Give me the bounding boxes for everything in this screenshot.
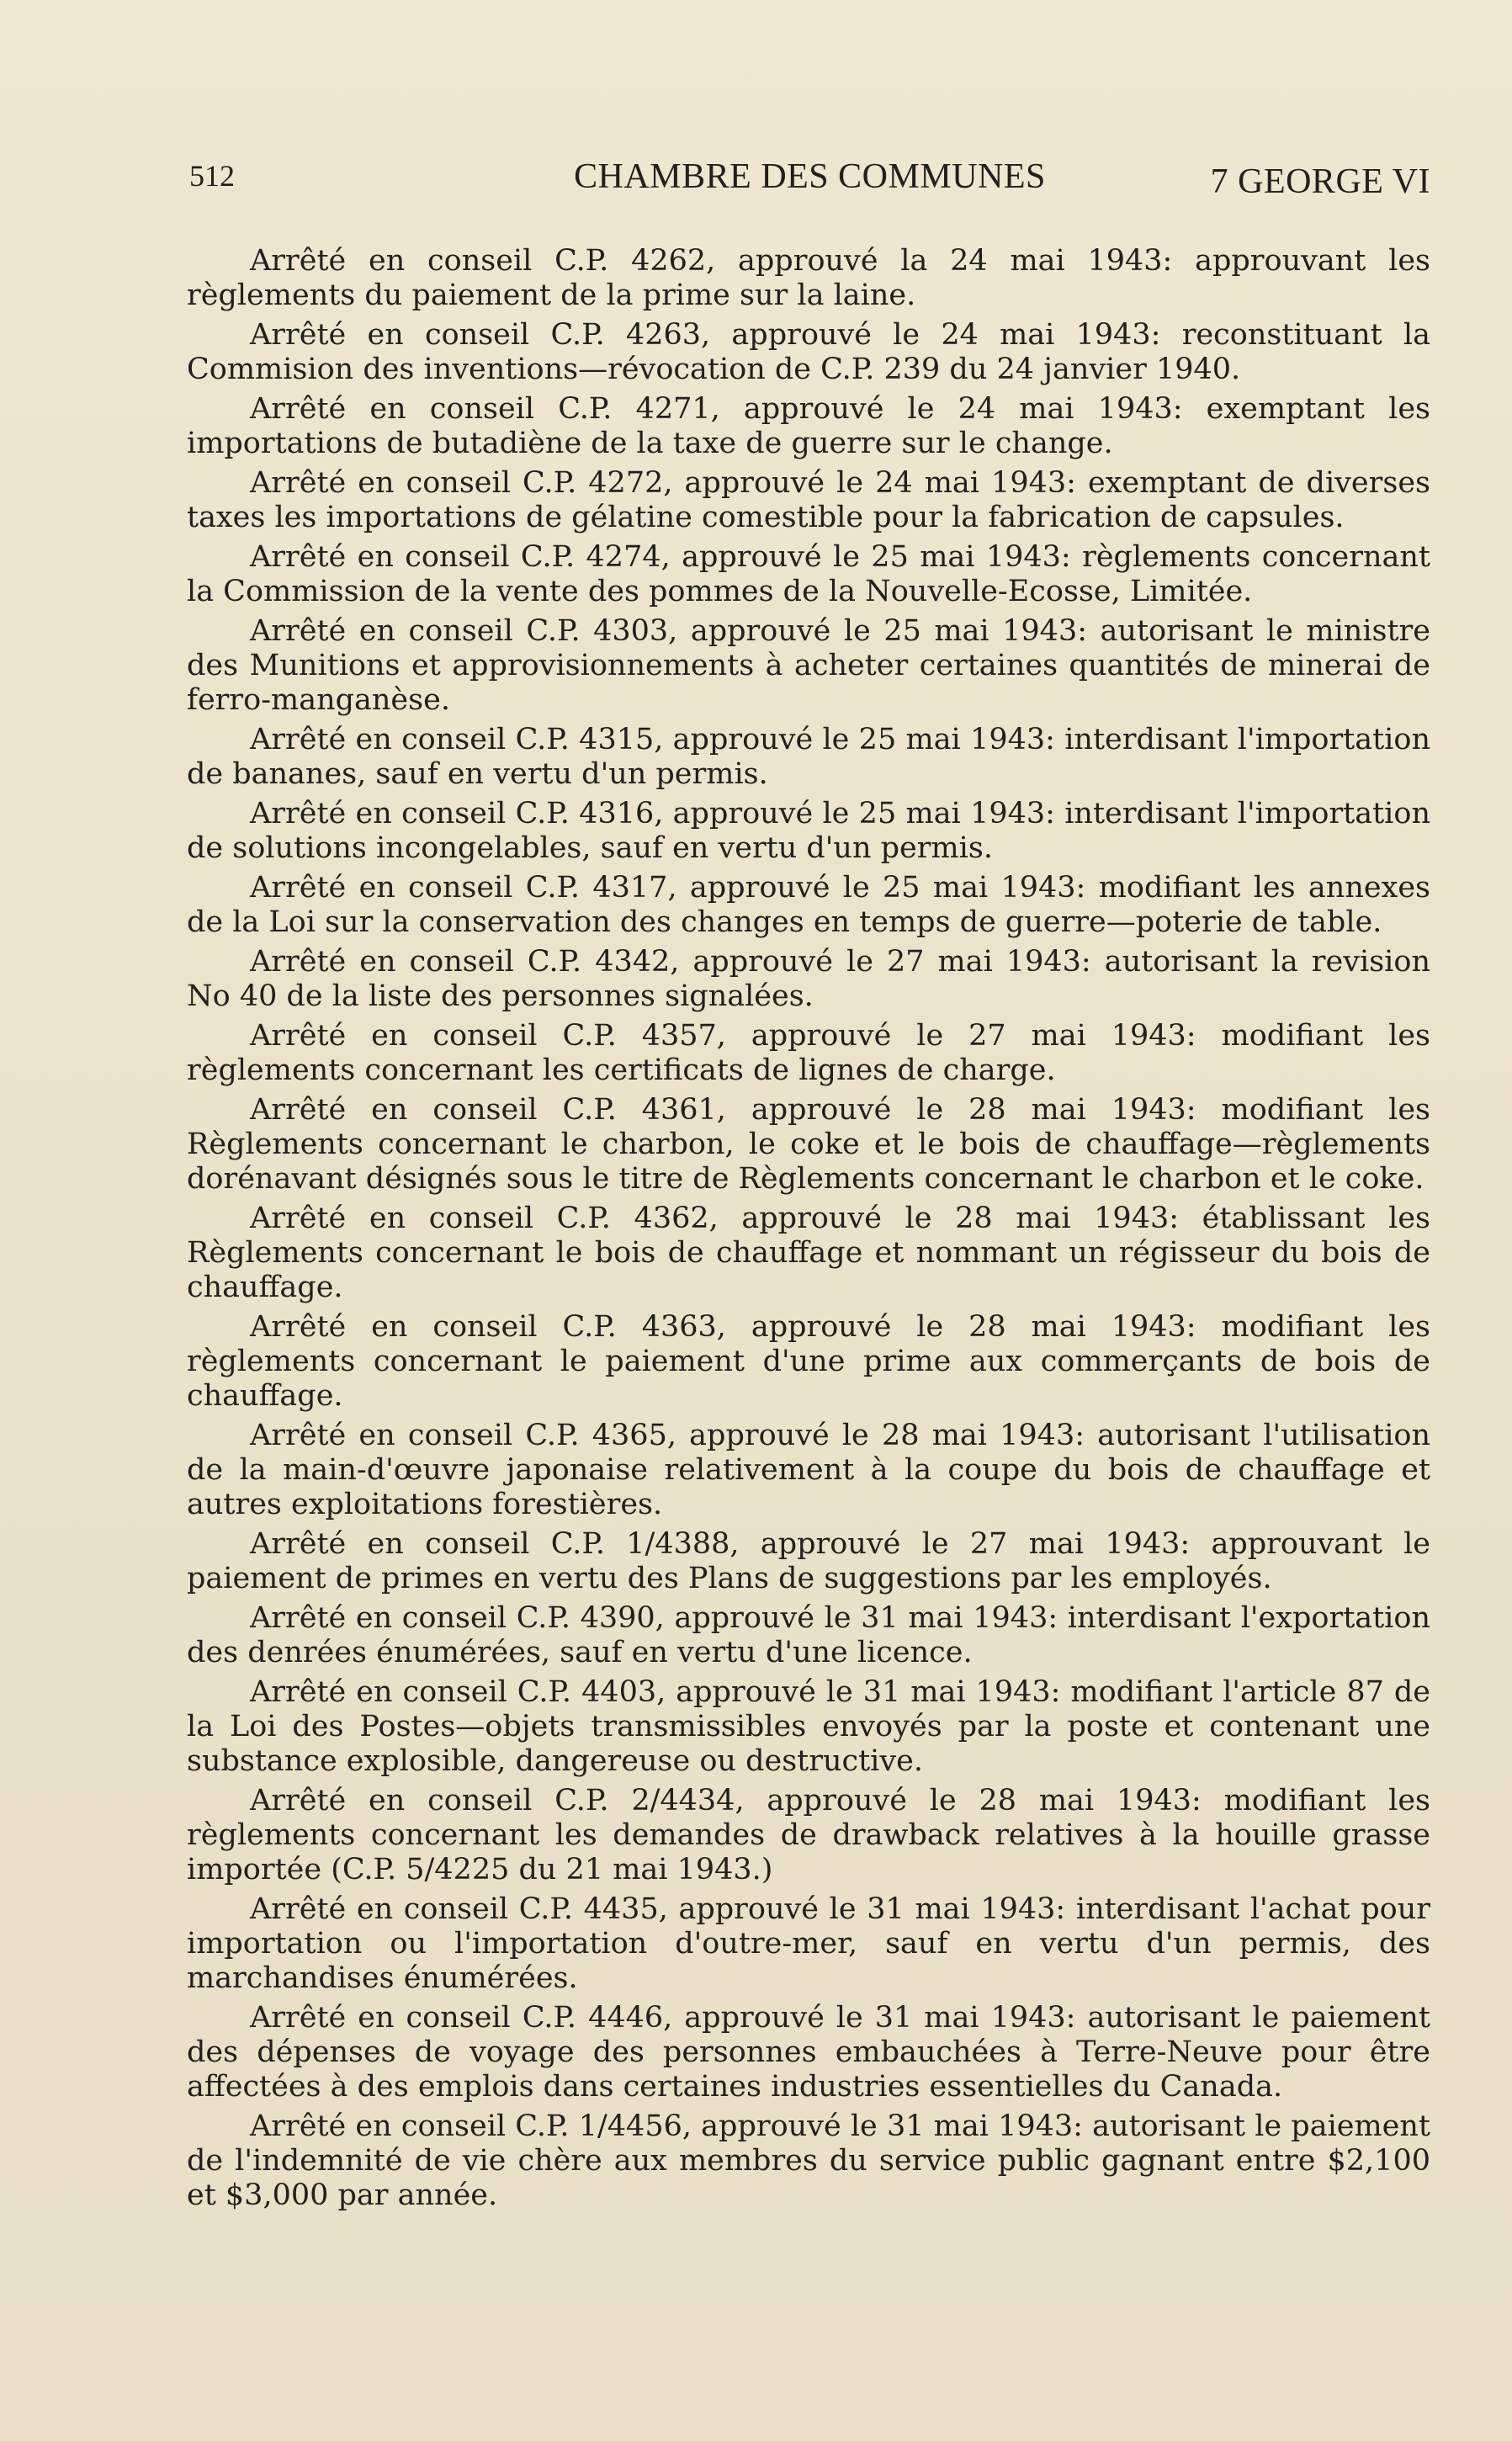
- entry-paragraph: Arrêté en conseil C.P. 4390, approuvé le 31 mai 1943: interdisant l'exportation des denrées énumérées, sauf en vertu d'une licence.: [187, 1601, 1430, 1669]
- entry-paragraph: Arrêté en conseil C.P. 4446, approuvé le 31 mai 1943: autorisant le paiement des dépenses de voyage des personnes embauchées à Terre-Neuve pour être affectées à des emplois dans certaines industries essentielles du Canada.: [187, 2001, 1430, 2104]
- entry-paragraph: Arrêté en conseil C.P. 4357, approuvé le 27 mai 1943: modifiant les règlements concernant les certificats de lignes de charge.: [187, 1019, 1430, 1087]
- page-header: [189, 153, 1430, 204]
- reign-label: 7 GEORGE VI: [1210, 162, 1430, 201]
- entry-paragraph: Arrêté en conseil C.P. 4272, approuvé le 24 mai 1943: exemptant de diverses taxes les importations de gélatine comestible pour la fabrication de capsules.: [187, 466, 1430, 534]
- entry-paragraph: Arrêté en conseil C.P. 4362, approuvé le 28 mai 1943: établissant les Règlements concernant le bois de chauffage et nommant un régisseur du bois de chauffage.: [187, 1202, 1430, 1304]
- entry-paragraph: Arrêté en conseil C.P. 4365, approuvé le 28 mai 1943: autorisant l'utilisation de la main-d'œuvre japonaise relativement à la coupe du bois de chauffage et autres exploitations forestières.: [187, 1419, 1430, 1521]
- entry-paragraph: Arrêté en conseil C.P. 4271, approuvé le 24 mai 1943: exemptant les importations de butadiène de la taxe de guerre sur le change.: [187, 392, 1430, 460]
- entry-paragraph: Arrêté en conseil C.P. 4274, approuvé le 25 mai 1943: règlements concernant la Commission de la vente des pommes de la Nouvelle-Ecosse, Limitée.: [187, 540, 1430, 608]
- entry-paragraph: Arrêté en conseil C.P. 4303, approuvé le 25 mai 1943: autorisant le ministre des Munitions et approvisionnements à acheter certaines quantités de minerai de ferro-manganèse.: [187, 614, 1430, 717]
- page-number: 512: [189, 159, 235, 193]
- entry-paragraph: Arrêté en conseil C.P. 4315, approuvé le 25 mai 1943: interdisant l'importation de bananes, sauf en vertu d'un permis.: [187, 723, 1430, 791]
- page-title: CHAMBRE DES COMMUNES: [574, 157, 1046, 196]
- entry-paragraph: Arrêté en conseil C.P. 4262, approuvé la 24 mai 1943: approuvant les règlements du paiement de la prime sur la laine.: [187, 244, 1430, 312]
- entry-paragraph: Arrêté en conseil C.P. 4263, approuvé le 24 mai 1943: reconstituant la Commision des inventions—révocation de C.P. 239 du 24 janvier 1940.: [187, 318, 1430, 386]
- entries-list: [187, 244, 1430, 2218]
- entry-paragraph: Arrêté en conseil C.P. 4361, approuvé le 28 mai 1943: modifiant les Règlements concernant le charbon, le coke et le bois de chauffage—règlements dorénavant désignés sous le titre de Règlements concernant le charbon et le coke.: [187, 1093, 1430, 1196]
- entry-paragraph: Arrêté en conseil C.P. 4435, approuvé le 31 mai 1943: interdisant l'achat pour importation ou l'importation d'outre-mer, sauf en vertu d'un permis, des marchandises énumérées.: [187, 1892, 1430, 1995]
- entry-paragraph: Arrêté en conseil C.P. 2/4434, approuvé le 28 mai 1943: modifiant les règlements concernant les demandes de drawback relatives à la houille grasse importée (C.P. 5/4225 du 21 mai 1943.): [187, 1784, 1430, 1886]
- entry-paragraph: Arrêté en conseil C.P. 4316, approuvé le 25 mai 1943: interdisant l'importation de solutions incongelables, sauf en vertu d'un permis.: [187, 797, 1430, 865]
- entry-paragraph: Arrêté en conseil C.P. 4403, approuvé le 31 mai 1943: modifiant l'article 87 de la Loi des Postes—objets transmissibles envoyés par la poste et contenant une substance explosible, dangereuse ou destructive.: [187, 1675, 1430, 1778]
- entry-paragraph: Arrêté en conseil C.P. 4317, approuvé le 25 mai 1943: modifiant les annexes de la Loi sur la conservation des changes en temps de guerre—poterie de table.: [187, 871, 1430, 939]
- entry-paragraph: Arrêté en conseil C.P. 1/4388, approuvé le 27 mai 1943: approuvant le paiement de primes en vertu des Plans de suggestions par les employés.: [187, 1527, 1430, 1595]
- entry-paragraph: Arrêté en conseil C.P. 1/4456, approuvé le 31 mai 1943: autorisant le paiement de l'indemnité de vie chère aux membres du service public gagnant entre $2,100 et $3,000 par année.: [187, 2109, 1430, 2212]
- entry-paragraph: Arrêté en conseil C.P. 4363, approuvé le 28 mai 1943: modifiant les règlements concernant le paiement d'une prime aux commerçants de bois de chauffage.: [187, 1310, 1430, 1413]
- entry-paragraph: Arrêté en conseil C.P. 4342, approuvé le 27 mai 1943: autorisant la revision No 40 de la liste des personnes signalées.: [187, 945, 1430, 1013]
